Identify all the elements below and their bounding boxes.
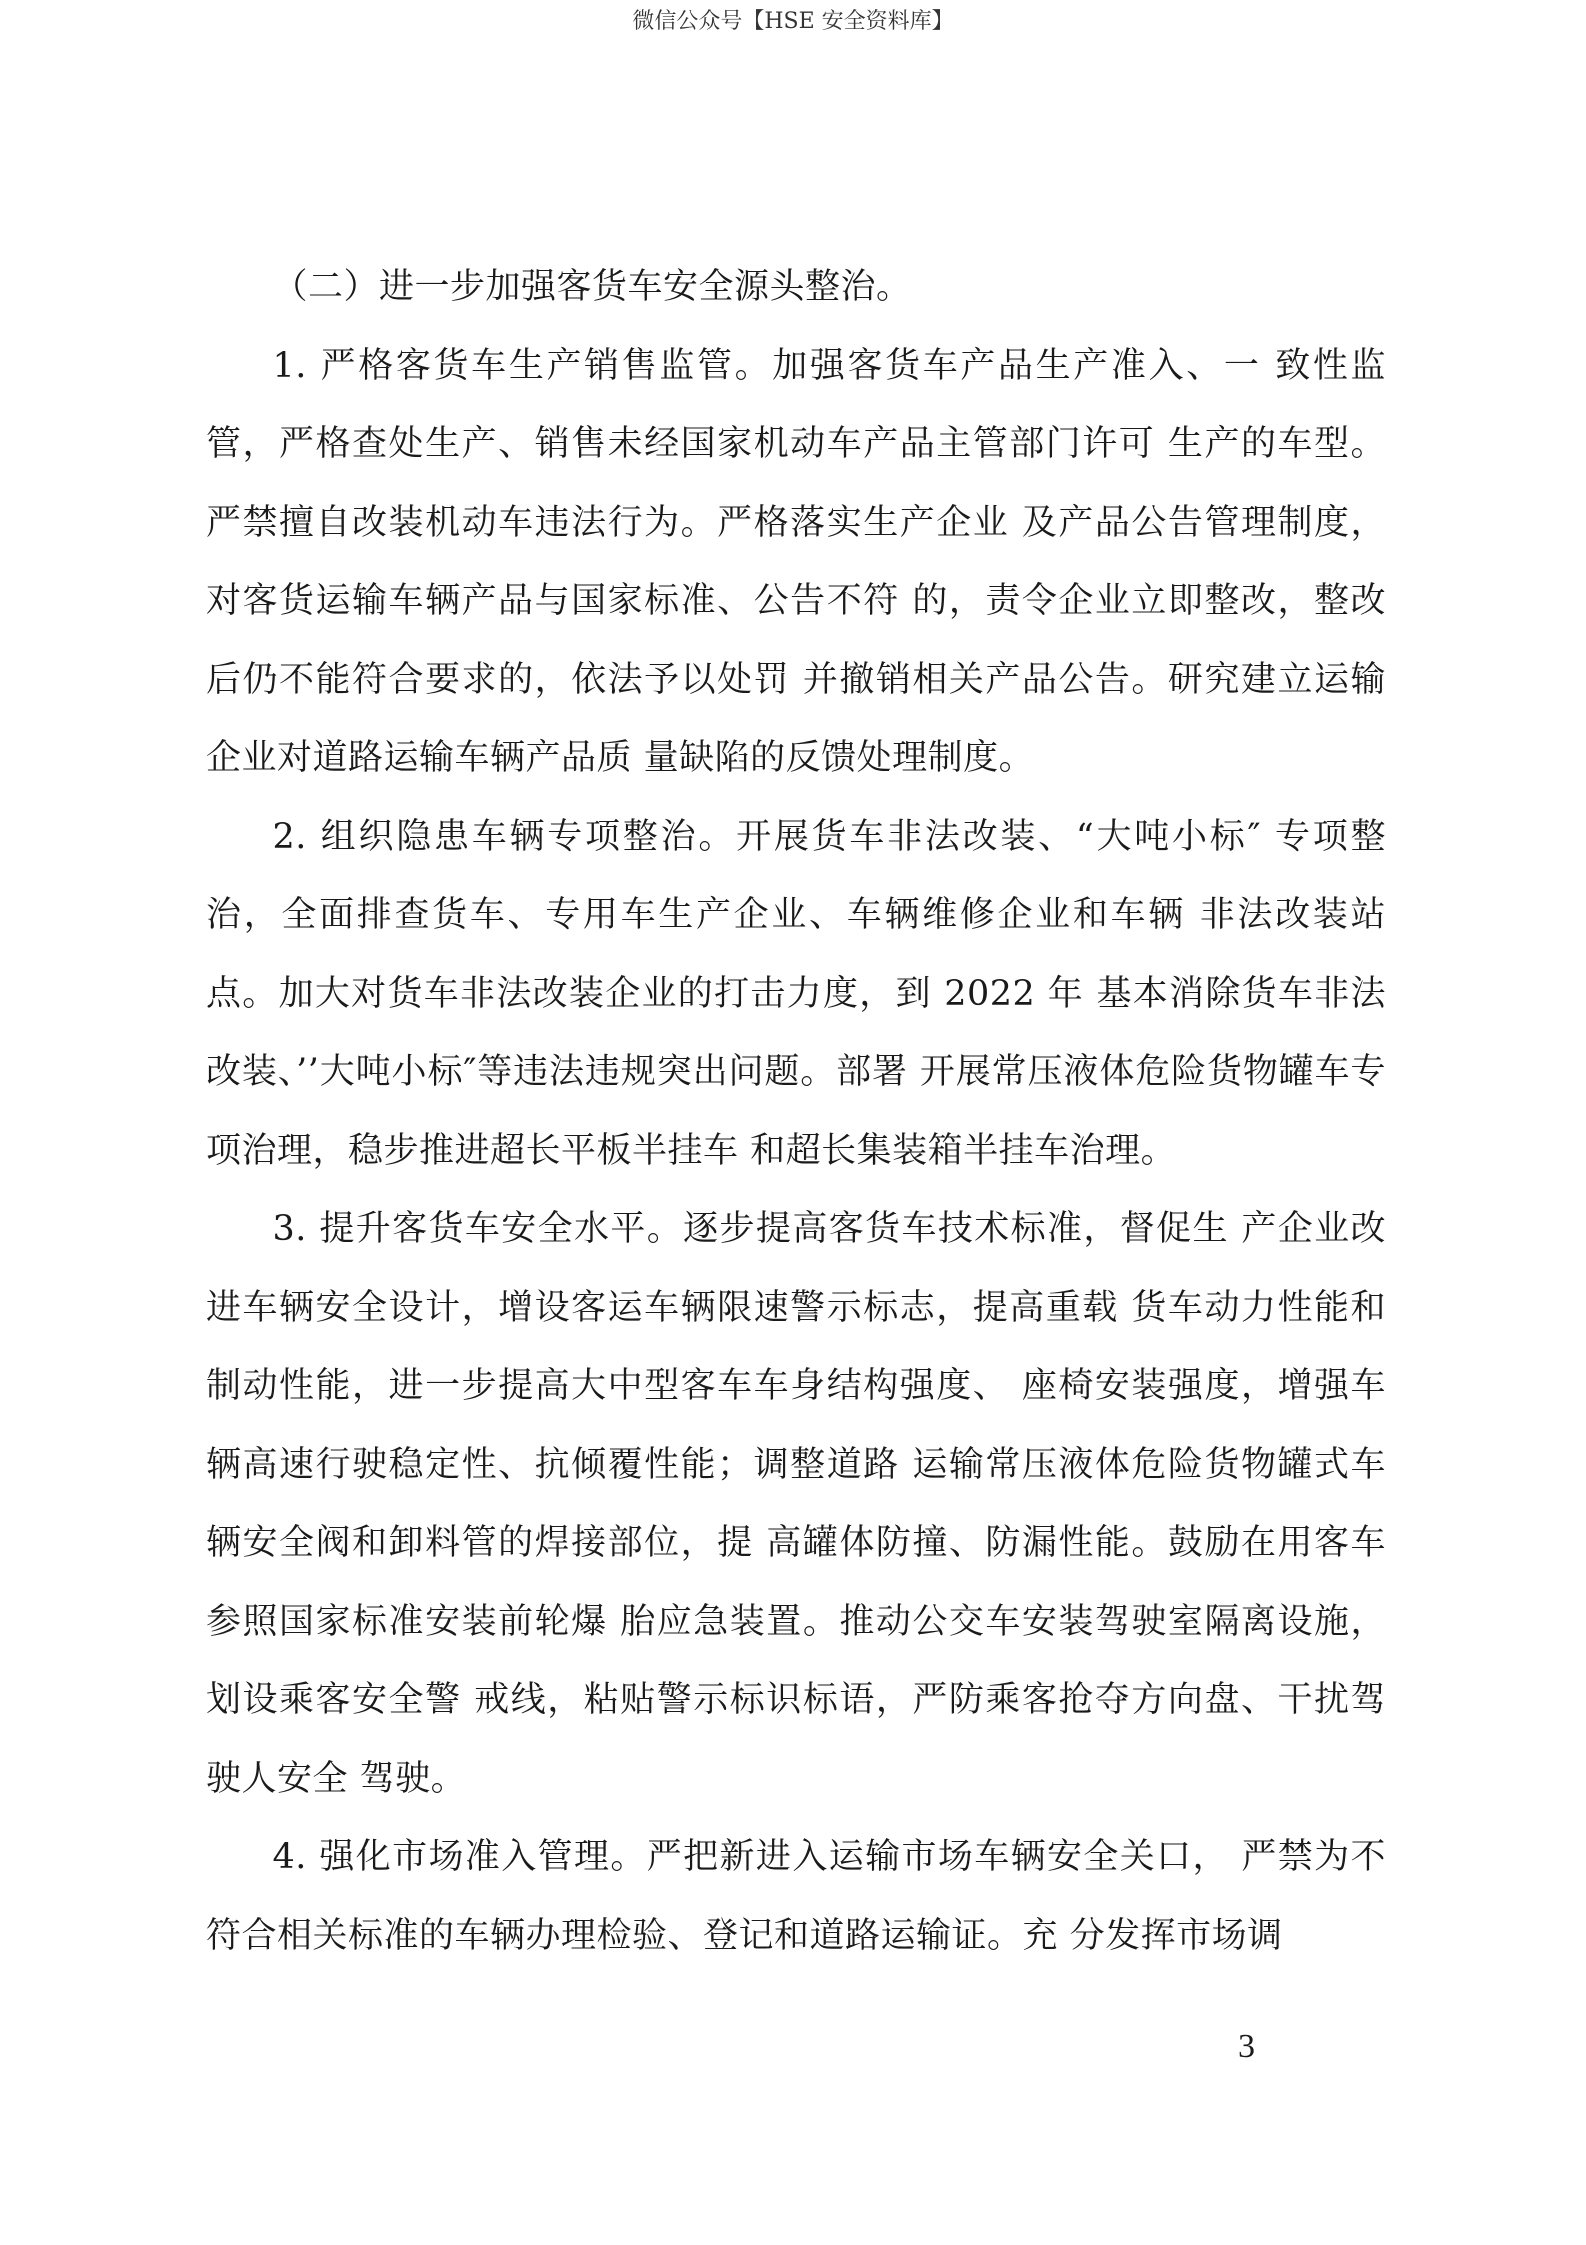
page-number: 3 bbox=[1238, 2028, 1255, 2065]
paragraph-2: 2. 组织隐患车辆专项整治。开展货车非法改装、“大吨小标″ 专项整治，全面排查货车、专用车生产企业、车辆维修企业和车辆 非法改装站点。加大对货车非法改装企业的打击力度，到 2022 年 基本消除货车非法改装、’’大吨小标″等违法违规突出问题。部署 开展常压液体危险货物罐车专项治理，稳步推进超长平板半挂车 和超长集装箱半挂车治理。 bbox=[206, 816, 1386, 1171]
paragraph-4: 4. 强化市场准入管理。严把新进入运输市场车辆安全关口， 严禁为不符合相关标准的车辆办理检验、登记和道路运输证。充 分发挥市场调 bbox=[206, 1837, 1386, 1956]
paragraph-1: 1. 严格客货车生产销售监管。加强客货车产品生产准入、一 致性监管，严格查处生产、销售未经国家机动车产品主管部门许可 生产的车型。严禁擅自改装机动车违法行为。严格落实生产企业 及产品公告管理制度，对客货运输车辆产品与国家标准、公告不符 的，责令企业立即整改，整改后仍不能符合要求的，依法予以处罚 并撤销相关产品公告。研究建立运输企业对道路运输车辆产品质 量缺陷的反馈处理制度。 bbox=[206, 345, 1386, 778]
section-heading: （二）进一步加强客货车安全源头整治。 bbox=[272, 267, 912, 307]
paragraph-3: 3. 提升客货车安全水平。逐步提高客货车技术标准，督促生 产企业改进车辆安全设计，增设客运车辆限速警示标志，提高重载 货车动力性能和制动性能，进一步提高大中型客车车身结构强度、 座椅安装强度，增强车辆高速行驶稳定性、抗倾覆性能；调整道路 运输常压液体危险货物罐式车辆安全阀和卸料管的焊接部位，提 高罐体防撞、防漏性能。鼓励在用客车参照国家标准安装前轮爆 胎应急装置。推动公交车安装驾驶室隔离设施，划设乘客安全警 戒线，粘贴警示标识标语，严防乘客抢夺方向盘、干扰驾驶人安全 驾驶。 bbox=[206, 1209, 1386, 1799]
document-body bbox=[206, 248, 1386, 1975]
page-header: 微信公众号【HSE 安全资料库】 bbox=[632, 9, 954, 34]
